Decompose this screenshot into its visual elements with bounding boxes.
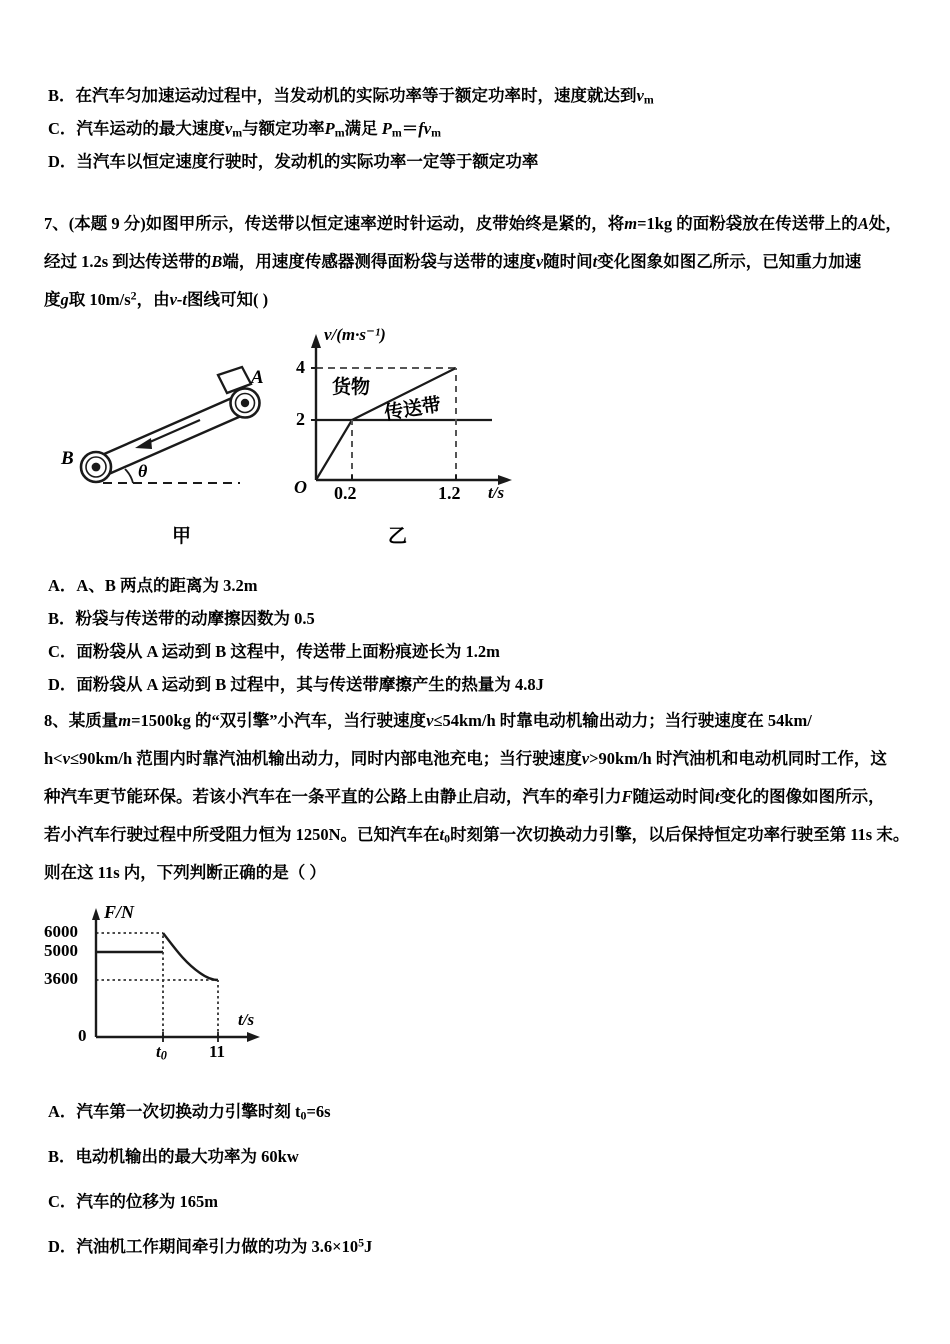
series-constant-power-decay [163,933,218,980]
q8-stem-line5: 则在这 11s 内，下列判断正确的是（ ） [44,863,326,882]
q6-option-c-vm: v [423,119,432,138]
q6-option-b-sub: m [643,92,654,107]
q6-option-c-eq-sub: m [391,125,402,140]
q8-stem-line3-a: 种汽车更节能环保。若该小汽车在一条平直的公路上由静止启动，汽车的牵引力 [44,787,622,806]
y-axis [311,334,321,480]
q7-option-d [48,671,544,695]
q7-stem-line2-t: t [592,252,598,271]
q7-stem-line1 [44,210,902,234]
label-point-b: B [61,448,74,469]
q6-option-c-vm-sub: m [431,125,442,140]
q7-stem-line3-d: 图线可知( ) [186,290,269,309]
q8-stem-line3-c: 变化的图像如图所示， [719,787,885,806]
q7-option-d-label: D． [48,675,77,694]
label-angle-theta: θ [138,461,148,481]
q8-stem-line3-b: 随运动时间 [632,787,716,806]
pulley-b-icon [81,452,111,482]
q7-stem-line2-d: 变化图象如图乙所示，已知重力加速 [597,252,862,271]
ytick-label-2: 2 [296,409,305,429]
q6-option-d: D．当汽车以恒定速度行驶时，发动机的实际功率一定等于额定功率 [48,152,539,171]
ytick-label-6000: 6000 [44,922,78,941]
pulley-a-icon [231,389,260,418]
q7-stem-line1-c: 处， [868,214,902,233]
q6-option-c-f: f [418,119,424,138]
q8-stem-line3-t: t [715,787,720,806]
q6-option-b [48,82,654,108]
origin-label-f: 0 [78,1026,87,1045]
q8-stem-line3 [44,783,885,807]
xtick-label-t0: $t_0$ [156,1042,167,1063]
ytick-label-5000: 5000 [44,941,78,960]
q8-stem-line1-m: m [118,711,132,730]
q7-stem-line1-a: 7、(本题 9 分)如图甲所示，传送带以恒定速率逆时针运动，皮带始终是紧的，将 [44,214,625,233]
f-axis-label: F/N [104,902,135,922]
q8-stem-line2-b: ≤90km/h 范围内时靠汽油机输出动力，同时内部电池充电；当行驶速度 [69,749,582,768]
q8-option-d-sup: 5 [358,1235,365,1250]
xtick-label-12: 1.2 [438,483,461,503]
ytick-label-3600: 3600 [44,969,78,988]
y-axis-label: v/(m·s⁻¹) [324,325,386,344]
q8-stem-line2-v: v [62,749,70,768]
q8-option-a-sub: 0 [300,1108,307,1123]
q6-option-c-mid2: 满足 [344,119,378,138]
q8-option-c-text: 汽车的位移为 165m [76,1192,219,1211]
q8-stem-line1-a: 8、某质量 [44,711,119,730]
q8-option-a [48,1098,331,1124]
q7-option-c-label: C． [48,642,77,661]
xtick-label-11: 11 [209,1042,226,1061]
q7-stem-line2-b: 端，用速度传感器测得面粉袋与送带的速度 [222,252,536,271]
q7-option-a-text: A、B 两点的距离为 3.2m [76,576,258,595]
t-axis [96,1032,260,1042]
q7-stem-line3-b: 取 10m/s [68,290,131,309]
q6-option-c-p-sub: m [334,125,345,140]
q8-option-a-label: A． [48,1102,77,1121]
figure-jia-caption: 甲 [172,526,192,547]
q7-option-b-label: B． [48,609,76,628]
q8-stem-line4-t0: t [439,825,445,844]
q7-stem-line2 [44,248,861,272]
q8-stem-line2-v2: v [581,749,590,768]
q7-stem-line3 [44,286,268,310]
angle-arc [125,469,133,483]
q8-option-d-tail: J [364,1237,373,1256]
q8-stem-line1-b: =1500kg 的“双引擎”小汽车，当行驶速度 [131,711,427,730]
label-point-a: A [251,367,264,388]
chart-f-t-graph [44,900,290,1063]
q7-stem-line3-c: ，由 [136,290,170,309]
q7-stem-line2-v: v [535,252,544,271]
q8-option-a-text: 汽车第一次切换动力引擎时刻 t [76,1102,301,1121]
q7-stem-line3-a: 度 [44,290,61,309]
q8-stem-line2-a: h< [44,749,63,768]
q8-option-a-tail: =6s [306,1102,331,1121]
ytick-label-4: 4 [296,357,305,377]
q7-stem-line1-A: A [857,214,869,233]
q6-option-c-mid: 与额定功率 [242,119,325,138]
q8-option-b-text: 电动机输出的最大功率为 60kw [75,1147,299,1166]
q7-stem-line1-m: m [624,214,638,233]
q6-option-c-p: P [324,119,335,138]
x-axis-label: t/s [488,483,505,502]
q7-stem-line3-sup: 2 [130,288,137,303]
q7-option-d-text: 面粉袋从 A 运动到 B 过程中，其与传送带摩擦产生的热量为 4.8J [76,675,544,694]
q8-option-d [48,1233,372,1257]
q7-stem-line2-c: 随时间 [543,252,593,271]
q8-stem-line4 [44,821,909,847]
q8-stem-line4-a: 若小汽车行驶过程中所受阻力恒为 1250N。已知汽车在 [44,825,440,844]
q7-option-c [48,638,500,662]
q8-stem-line1 [44,707,812,731]
q8-option-d-text: 汽油机工作期间牵引力做的功为 3.6×10 [76,1237,359,1256]
series-label-goods: 货物 [332,377,371,398]
q6-option-c-pre: C．汽车运动的最大速度 [48,119,225,138]
q8-stem-line4-b: 时刻第一次切换动力引擎，以后保持恒定功率行驶至第 11s 末。 [450,825,910,844]
q8-option-d-label: D． [48,1237,77,1256]
q7-option-c-text: 面粉袋从 A 运动到 B 这程中，传送带上面粉痕迹长为 1.2m [76,642,500,661]
xtick-label-02: 0.2 [334,483,357,503]
q7-stem-line3-vt: v-t [169,290,187,309]
q7-stem-line2-B: B [211,252,223,271]
q8-stem-line3-F: F [621,787,633,806]
q6-option-c-v-sub: m [232,125,243,140]
chart-v-t-caption: 乙 [388,526,408,547]
q8-option-c-label: C． [48,1192,77,1211]
q6-option-b-var: v [636,86,644,105]
q7-stem-line2-a: 经过 1.2s 到达传送带的 [44,252,212,271]
q8-stem-line2 [44,745,887,769]
q6-option-b-text: B．在汽车匀加速运动过程中，当发动机的实际功率等于额定功率时，速度就达到 [48,86,637,105]
q7-option-a [48,572,257,596]
t-axis-label: t/s [238,1010,255,1029]
q7-stem-line3-g: g [60,290,69,309]
q8-stem-line1-v: v [426,711,434,730]
q7-option-b [48,605,315,629]
belt-direction-arrow-icon [135,420,200,449]
q8-stem-line4-t0-sub: 0 [444,831,451,846]
q6-option-c-eq: P [381,119,392,138]
series-label-belt: 传送带 [383,394,443,425]
q6-option-c-eq2: ＝ [401,119,419,138]
q7-option-b-text: 粉袋与传送带的动摩擦因数为 0.5 [75,609,315,628]
q7-option-a-label: A． [48,576,77,595]
q8-option-c [48,1188,218,1212]
q8-stem-line2-c: >90km/h 时汽油机和电动机同时工作，这 [589,749,887,768]
f-axis [92,908,100,1037]
q6-option-c-v: v [224,119,233,138]
q8-stem-line1-c: ≤54km/h 时靠电动机输出动力；当行驶速度在 54km/ [433,711,812,730]
origin-label: O [294,477,307,497]
chart-v-t-graph [280,322,550,512]
q8-option-b [48,1143,299,1167]
q8-option-b-label: B． [48,1147,76,1166]
figure-conveyor-belt [55,350,295,510]
q7-stem-line1-b: =1kg 的面粉袋放在传送带上的 [637,214,858,233]
q6-option-c [48,115,441,141]
